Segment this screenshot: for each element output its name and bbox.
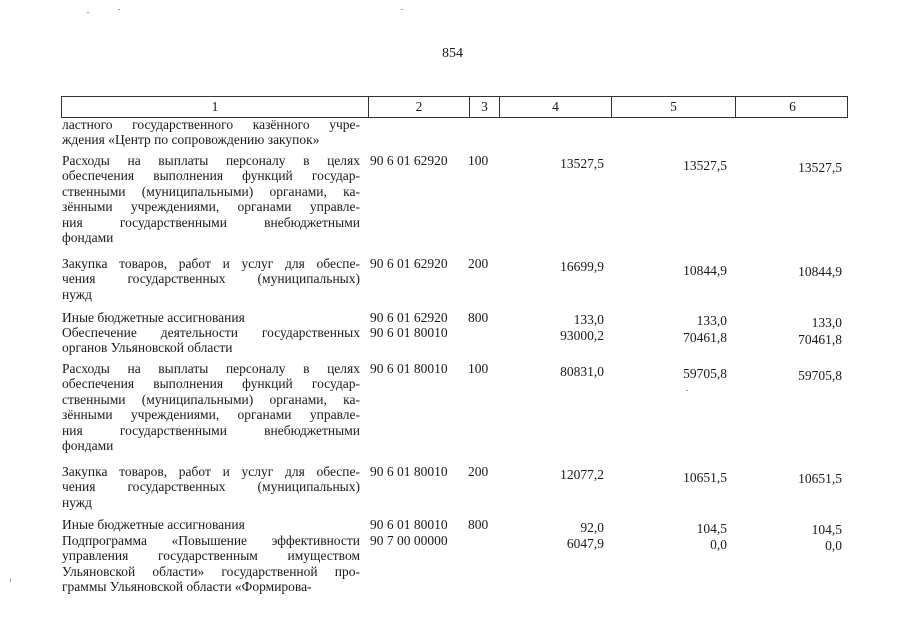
row-value-col-5: 13527,5 bbox=[683, 158, 727, 173]
row-value-col-5: 133,0 bbox=[696, 313, 727, 328]
description-line: чения государственных (муниципальных) bbox=[62, 271, 360, 287]
row-value-col-5: 104,5 bbox=[696, 521, 727, 536]
description-line: Закупка товаров, работ и услуг для обеспе- bbox=[62, 256, 360, 271]
description-line: нужд bbox=[62, 286, 92, 302]
row-description bbox=[62, 153, 360, 245]
description-line: ственными (муниципальными) органами, ка- bbox=[62, 391, 360, 407]
row-expense-type: 800 bbox=[468, 517, 489, 532]
row-value-col-5: 70461,8 bbox=[683, 330, 727, 345]
row-value-col-5: 10844,9 bbox=[683, 263, 727, 278]
description-line: Иные бюджетные ассигнования bbox=[62, 310, 245, 325]
page-number: 854 bbox=[442, 46, 463, 61]
description-line: обеспечения выполнения функций государ- bbox=[62, 168, 360, 184]
row-description bbox=[62, 517, 360, 532]
description-line: ния государственными внебюджетными bbox=[62, 214, 360, 230]
row-code: 90 6 01 80010 bbox=[370, 464, 448, 479]
row-value-col-6: 0,0 bbox=[825, 538, 842, 553]
description-line: Подпрограмма «Повышение эффективности bbox=[62, 533, 360, 548]
row-description bbox=[62, 361, 360, 453]
description-line: обеспечения выполнения функций государ- bbox=[62, 376, 360, 392]
row-value-col-6: 59705,8 bbox=[798, 368, 842, 383]
description-line: Иные бюджетные ассигнования bbox=[62, 517, 245, 532]
scan-speck bbox=[401, 9, 403, 10]
row-description bbox=[62, 256, 360, 302]
scan-speck bbox=[118, 9, 120, 10]
row-value-col-4: 92,0 bbox=[580, 520, 604, 535]
row-value-col-6: 10844,9 bbox=[798, 264, 842, 279]
description-line: Обеспечение деятельности государственных bbox=[62, 325, 360, 340]
scan-speck bbox=[686, 390, 688, 391]
row-value-col-5: 0,0 bbox=[710, 537, 727, 552]
description-line: нужд bbox=[62, 494, 92, 510]
row-value-col-5: 10651,5 bbox=[683, 470, 727, 485]
row-value-col-4: 133,0 bbox=[573, 312, 604, 327]
row-code: 90 6 01 62920 bbox=[370, 256, 448, 271]
row-expense-type: 100 bbox=[468, 361, 489, 376]
description-line: фондами bbox=[62, 438, 114, 454]
row-code: 90 6 01 62920 bbox=[370, 310, 448, 325]
description-line: Закупка товаров, работ и услуг для обеспе- bbox=[62, 464, 360, 479]
description-line: управления государственным имуществом bbox=[62, 548, 360, 564]
row-value-col-6: 133,0 bbox=[811, 315, 842, 330]
row-description bbox=[62, 533, 360, 595]
row-value-col-4: 93000,2 bbox=[560, 328, 604, 343]
row-description bbox=[62, 310, 360, 325]
scan-speck bbox=[87, 12, 89, 13]
row-value-col-4: 16699,9 bbox=[560, 259, 604, 274]
table-header bbox=[61, 96, 848, 118]
scan-speck bbox=[10, 579, 11, 582]
row-expense-type: 800 bbox=[468, 310, 489, 325]
row-description bbox=[62, 117, 360, 148]
row-description bbox=[62, 325, 360, 356]
row-code: 90 6 01 80010 bbox=[370, 517, 448, 532]
row-value-col-4: 80831,0 bbox=[560, 364, 604, 379]
row-code: 90 6 01 80010 bbox=[370, 325, 448, 340]
row-code: 90 7 00 00000 bbox=[370, 533, 448, 548]
row-value-col-6: 104,5 bbox=[811, 522, 842, 537]
row-value-col-6: 13527,5 bbox=[798, 160, 842, 175]
description-line: ния государственными внебюджетными bbox=[62, 422, 360, 438]
description-line: фондами bbox=[62, 230, 114, 246]
header-col-5: 5 bbox=[612, 97, 736, 117]
row-code: 90 6 01 80010 bbox=[370, 361, 448, 376]
row-description bbox=[62, 464, 360, 510]
row-expense-type: 200 bbox=[468, 464, 489, 479]
row-code: 90 6 01 62920 bbox=[370, 153, 448, 168]
header-col-6: 6 bbox=[789, 99, 796, 114]
row-value-col-6: 10651,5 bbox=[798, 471, 842, 486]
description-line: ждения «Центр по сопровождению закупок» bbox=[62, 132, 320, 148]
row-value-col-6: 70461,8 bbox=[798, 332, 842, 347]
description-line: ластного государственного казённого учре- bbox=[62, 117, 360, 132]
row-value-col-4: 6047,9 bbox=[566, 536, 604, 551]
description-line: чения государственных (муниципальных) bbox=[62, 479, 360, 495]
header-col-1: 1 bbox=[62, 97, 369, 117]
description-line: зёнными учреждениями, органами управле- bbox=[62, 407, 360, 423]
description-line: зёнными учреждениями, органами управле- bbox=[62, 199, 360, 215]
row-expense-type: 200 bbox=[468, 256, 489, 271]
description-line: граммы Ульяновской области «Формирова- bbox=[62, 579, 312, 595]
row-value-col-4: 13527,5 bbox=[560, 156, 604, 171]
description-line: Расходы на выплаты персоналу в целях bbox=[62, 153, 360, 168]
row-expense-type: 100 bbox=[468, 153, 489, 168]
description-line: ственными (муниципальными) органами, ка- bbox=[62, 183, 360, 199]
header-col-4: 4 bbox=[500, 97, 612, 117]
header-col-3: 3 bbox=[470, 97, 500, 117]
description-line: Ульяновской области» государственной про- bbox=[62, 563, 360, 579]
description-line: Расходы на выплаты персоналу в целях bbox=[62, 361, 360, 376]
row-value-col-5: 59705,8 bbox=[683, 366, 727, 381]
header-col-2: 2 bbox=[369, 97, 470, 117]
description-line: органов Ульяновской области bbox=[62, 340, 233, 356]
row-value-col-4: 12077,2 bbox=[560, 467, 604, 482]
